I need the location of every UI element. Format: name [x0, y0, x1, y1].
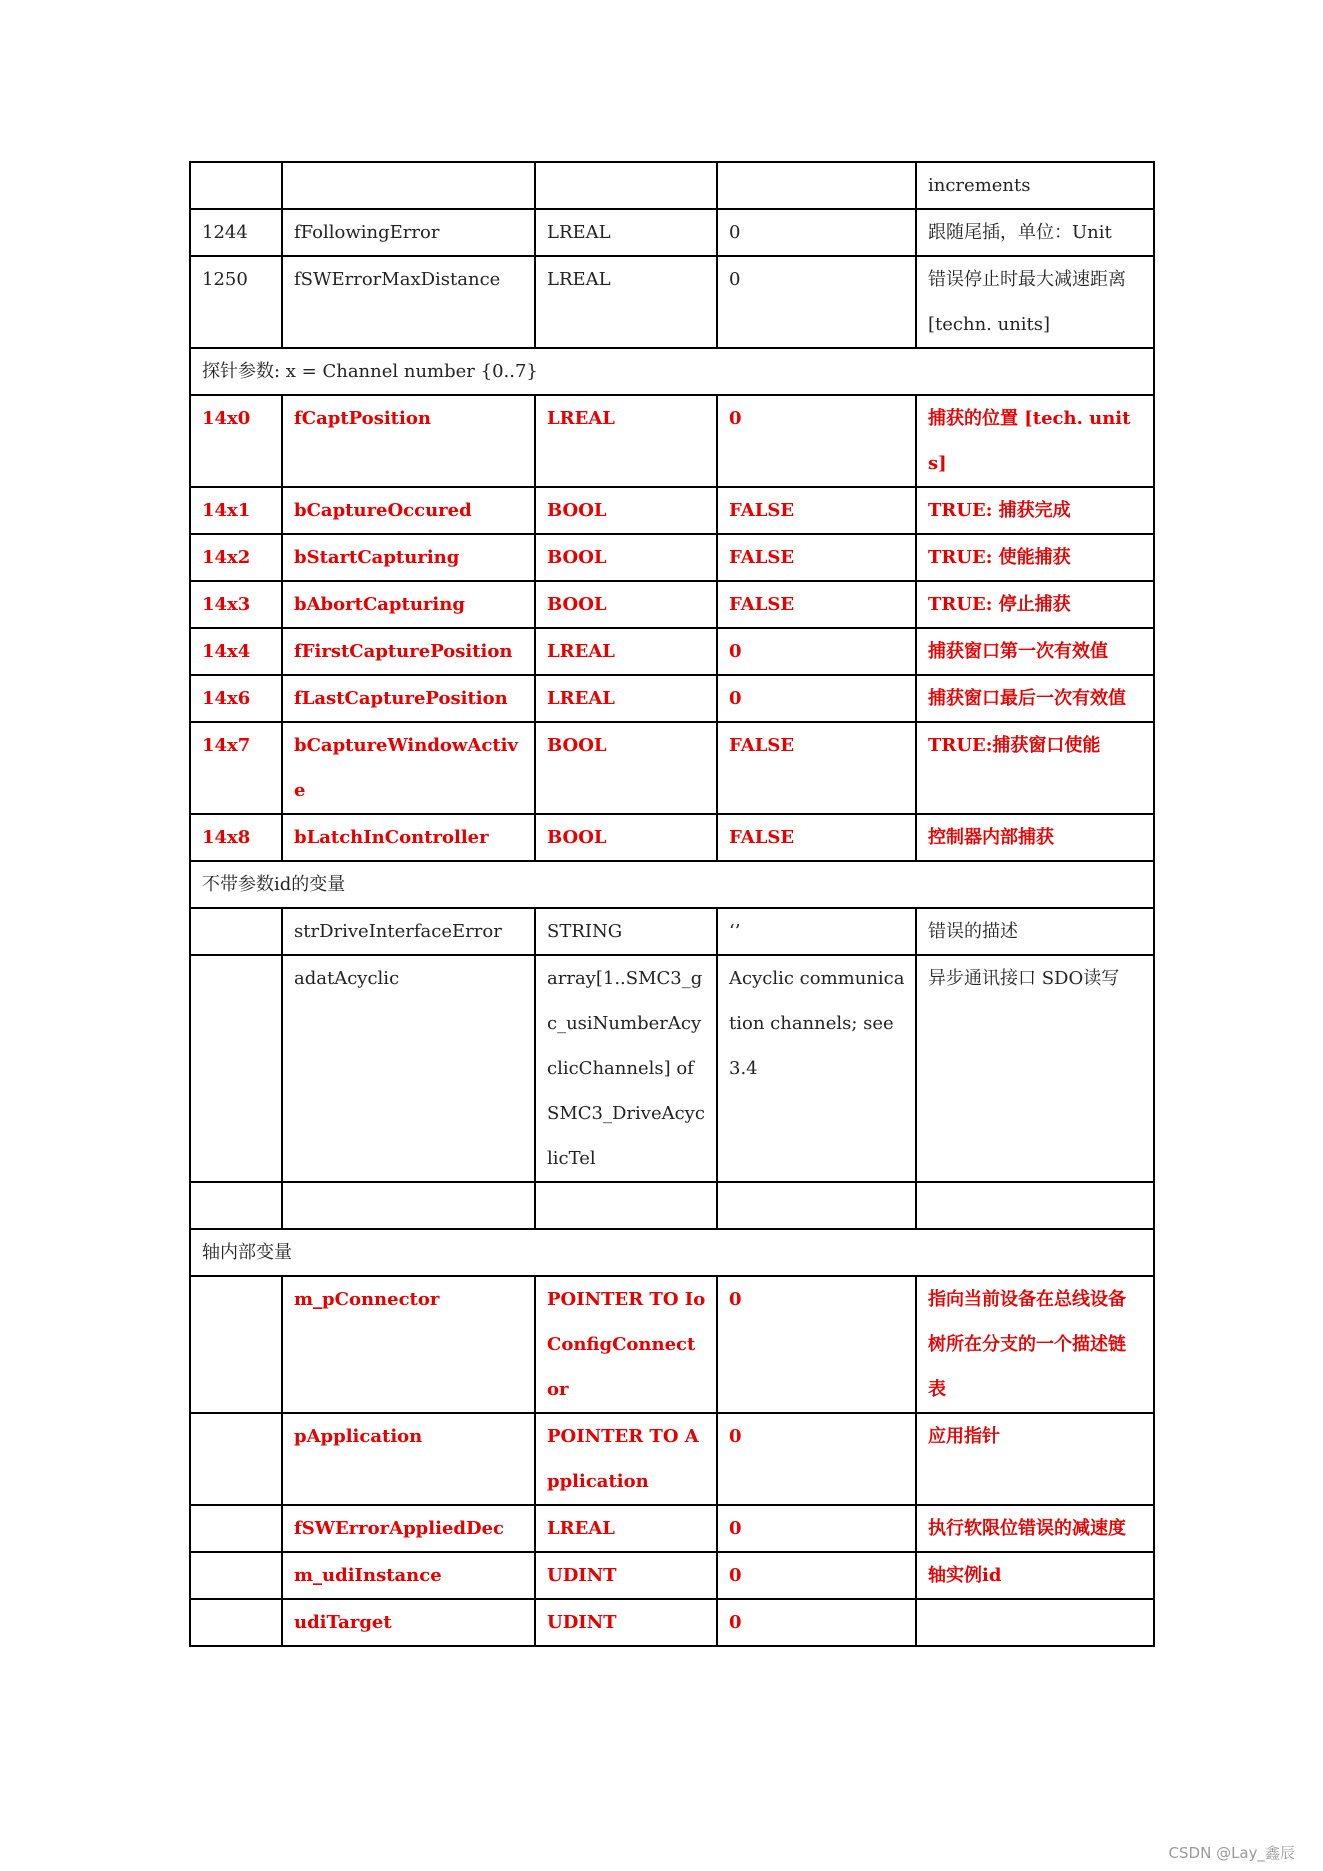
variable-name-cell: pApplication [282, 1413, 535, 1505]
param-id-cell [190, 1505, 282, 1552]
table-row [190, 955, 1154, 1182]
description-cell [916, 1599, 1154, 1646]
default-value-cell: 0 [717, 1413, 916, 1505]
param-id-cell: 14x8 [190, 814, 282, 861]
variable-name-cell: fSWErrorAppliedDec [282, 1505, 535, 1552]
default-value-cell: 0 [717, 675, 916, 722]
description-cell: 应用指针 [916, 1413, 1154, 1505]
param-id-cell [190, 908, 282, 955]
param-id-cell: 14x2 [190, 534, 282, 581]
data-type-cell: UDINT [535, 1552, 717, 1599]
default-value-cell: Acyclic communication channels; see 3.4 [717, 955, 916, 1182]
default-value-cell: 0 [717, 395, 916, 487]
section-title: 轴内部变量 [190, 1229, 1154, 1276]
description-cell: 捕获窗口最后一次有效值 [916, 675, 1154, 722]
variable-name-cell: bAbortCapturing [282, 581, 535, 628]
data-type-cell: LREAL [535, 675, 717, 722]
data-type-cell: array[1..SMC3_gc_usiNumberAcyclicChannels] of SMC3_DriveAcyclicTel [535, 955, 717, 1182]
default-value-cell [717, 162, 916, 209]
variable-name-cell: fCaptPosition [282, 395, 535, 487]
param-id-cell [190, 1182, 282, 1229]
description-cell: 指向当前设备在总线设备树所在分支的一个描述链表 [916, 1276, 1154, 1413]
param-id-cell [190, 1552, 282, 1599]
default-value-cell: 0 [717, 1505, 916, 1552]
table-row [190, 814, 1154, 861]
data-type-cell: BOOL [535, 814, 717, 861]
table-row [190, 581, 1154, 628]
section-title: 探针参数: x = Channel number {0..7} [190, 348, 1154, 395]
param-id-cell [190, 1599, 282, 1646]
description-cell: 捕获的位置 [tech. units] [916, 395, 1154, 487]
description-cell: 执行软限位错误的减速度 [916, 1505, 1154, 1552]
table-body [190, 162, 1154, 1646]
table-row [190, 162, 1154, 209]
variable-name-cell: adatAcyclic [282, 955, 535, 1182]
default-value-cell: ‘’ [717, 908, 916, 955]
description-cell [916, 1182, 1154, 1229]
default-value-cell: FALSE [717, 722, 916, 814]
parameter-table [189, 161, 1155, 1647]
default-value-cell: FALSE [717, 534, 916, 581]
param-id-cell [190, 162, 282, 209]
data-type-cell: LREAL [535, 1505, 717, 1552]
table-row [190, 534, 1154, 581]
description-cell: TRUE: 停止捕获 [916, 581, 1154, 628]
table-row [190, 628, 1154, 675]
param-id-cell: 14x1 [190, 487, 282, 534]
variable-name-cell: bStartCapturing [282, 534, 535, 581]
param-id-cell: 14x7 [190, 722, 282, 814]
csdn-watermark: CSDN @Lay_鑫辰 [1168, 1844, 1295, 1862]
param-id-cell: 14x6 [190, 675, 282, 722]
variable-name-cell: m_udiInstance [282, 1552, 535, 1599]
description-cell: TRUE: 使能捕获 [916, 534, 1154, 581]
description-cell: TRUE: 捕获完成 [916, 487, 1154, 534]
param-id-cell: 1250 [190, 256, 282, 348]
description-cell: 控制器内部捕获 [916, 814, 1154, 861]
variable-name-cell: fFollowingError [282, 209, 535, 256]
table-row [190, 1552, 1154, 1599]
section-header-row [190, 1229, 1154, 1276]
description-cell: 错误停止时最大减速距离 [techn. units] [916, 256, 1154, 348]
variable-name-cell: fFirstCapturePosition [282, 628, 535, 675]
table-row [190, 1413, 1154, 1505]
description-cell: TRUE:捕获窗口使能 [916, 722, 1154, 814]
variable-name-cell: fLastCapturePosition [282, 675, 535, 722]
data-type-cell: BOOL [535, 534, 717, 581]
data-type-cell: BOOL [535, 722, 717, 814]
default-value-cell: FALSE [717, 581, 916, 628]
description-cell: 异步通讯接口 SDO读写 [916, 955, 1154, 1182]
table-row [190, 1505, 1154, 1552]
variable-name-cell: bCaptureWindowActive [282, 722, 535, 814]
default-value-cell: FALSE [717, 487, 916, 534]
variable-name-cell: fSWErrorMaxDistance [282, 256, 535, 348]
data-type-cell: UDINT [535, 1599, 717, 1646]
table-row [190, 1182, 1154, 1229]
section-header-row [190, 861, 1154, 908]
data-type-cell: LREAL [535, 628, 717, 675]
variable-name-cell: strDriveInterfaceError [282, 908, 535, 955]
default-value-cell: 0 [717, 1552, 916, 1599]
description-cell: 轴实例id [916, 1552, 1154, 1599]
data-type-cell: BOOL [535, 581, 717, 628]
default-value-cell [717, 1182, 916, 1229]
data-type-cell: STRING [535, 908, 717, 955]
default-value-cell: 0 [717, 209, 916, 256]
variable-name-cell [282, 162, 535, 209]
table-row [190, 722, 1154, 814]
default-value-cell: FALSE [717, 814, 916, 861]
variable-name-cell: udiTarget [282, 1599, 535, 1646]
param-id-cell: 14x4 [190, 628, 282, 675]
param-id-cell [190, 955, 282, 1182]
data-type-cell: LREAL [535, 395, 717, 487]
table-row [190, 908, 1154, 955]
table-row [190, 1599, 1154, 1646]
data-type-cell [535, 162, 717, 209]
section-header-row [190, 348, 1154, 395]
section-title: 不带参数id的变量 [190, 861, 1154, 908]
default-value-cell: 0 [717, 1599, 916, 1646]
data-type-cell [535, 1182, 717, 1229]
param-id-cell [190, 1276, 282, 1413]
default-value-cell: 0 [717, 628, 916, 675]
param-id-cell: 1244 [190, 209, 282, 256]
table-row [190, 395, 1154, 487]
data-type-cell: BOOL [535, 487, 717, 534]
description-cell: increments [916, 162, 1154, 209]
table-row [190, 487, 1154, 534]
param-id-cell: 14x0 [190, 395, 282, 487]
data-type-cell: LREAL [535, 209, 717, 256]
param-id-cell: 14x3 [190, 581, 282, 628]
description-cell: 跟随尾插，单位：Unit [916, 209, 1154, 256]
table-row [190, 209, 1154, 256]
param-id-cell [190, 1413, 282, 1505]
variable-name-cell: bLatchInController [282, 814, 535, 861]
description-cell: 错误的描述 [916, 908, 1154, 955]
default-value-cell: 0 [717, 1276, 916, 1413]
variable-name-cell [282, 1182, 535, 1229]
variable-name-cell: m_pConnector [282, 1276, 535, 1413]
default-value-cell: 0 [717, 256, 916, 348]
table-row [190, 256, 1154, 348]
table-row [190, 675, 1154, 722]
data-type-cell: LREAL [535, 256, 717, 348]
variable-name-cell: bCaptureOccured [282, 487, 535, 534]
table-row [190, 1276, 1154, 1413]
data-type-cell: POINTER TO IoConfigConnector [535, 1276, 717, 1413]
data-type-cell: POINTER TO Application [535, 1413, 717, 1505]
description-cell: 捕获窗口第一次有效值 [916, 628, 1154, 675]
